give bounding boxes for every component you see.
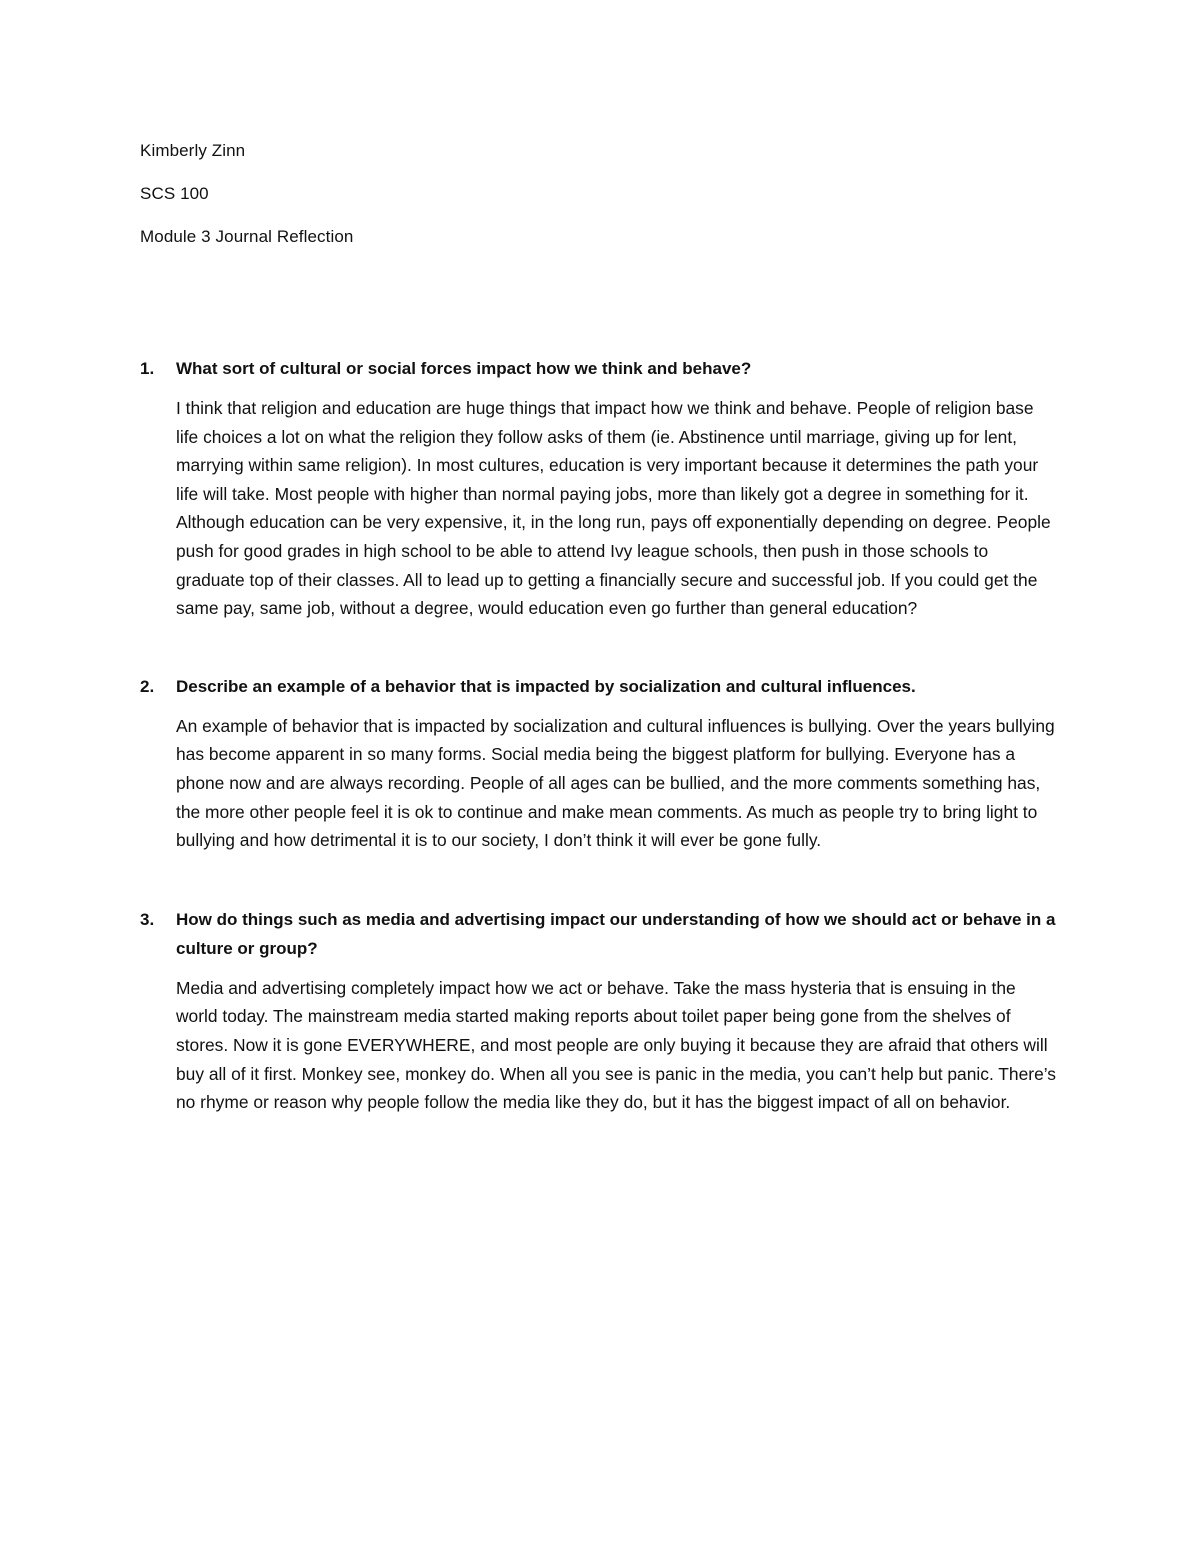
answer-2: An example of behavior that is impacted by socialization and cultural influences is bullying. Over the years bullying has become apparent in so many forms. Social media being the biggest platform for bullying. Everyone has a phone now and are always recording. People of all ages can be bullied, and the more comments something has, the more other people feel it is ok to continue and make mean comments. As much as people try to bring light to bullying and how detrimental it is to our society, I don’t think it will ever be gone fully.: [176, 715, 1055, 851]
question-3: [140, 905, 1060, 963]
answer-3: Media and advertising completely impact how we act or behave. Take the mass hysteria that is ensuing in the world today. The mainstream media started making reports about toilet paper being gone from the shelves of stores. Now it is gone EVERYWHERE, and most people are only buying it because they are afraid that others will buy all of it first. Monkey see, monkey do. When all you see is panic in the media, you can’t help but panic. There’s no rhyme or reason why people follow the media like they do, but it has the biggest impact of all on behavior.: [176, 977, 1056, 1113]
course-code: SCS 100: [140, 184, 209, 203]
assignment-title: Module 3 Journal Reflection: [140, 227, 354, 246]
document-header: [140, 140, 1060, 248]
question-2: [140, 672, 1060, 701]
question-text: What sort of cultural or social forces impact how we think and behave?: [176, 359, 752, 378]
header-spacer: [140, 248, 1060, 354]
question-block-1: [140, 354, 1060, 623]
question-1: [140, 354, 1060, 383]
question-block-3: [140, 905, 1060, 1117]
question-number: 1.: [140, 359, 155, 378]
answer-1: I think that religion and education are huge things that impact how we think and behave. People of religion base life choices a lot on what the religion they follow asks of them (ie. Abstinence until marriage, giving up for lent, marrying within same religion). In most cultures, education is very important because it determines the path your life will take. Most people with higher than normal paying jobs, more than likely got a degree in something for it. Although education can be very expensive, it, in the long run, pays off exponentially depending on degree. People push for good grades in high school to be able to attend Ivy league schools, then push in those schools to graduate top of their classes. All to lead up to getting a financially secure and successful job. If you could get the same pay, same job, without a degree, would education even go further than general education?: [176, 398, 1051, 619]
question-text: Describe an example of a behavior that is impacted by socialization and cultural influences.: [176, 676, 916, 696]
section-spacer: [140, 855, 1060, 905]
question-number: 3.: [140, 909, 155, 929]
question-block-2: [140, 672, 1060, 855]
question-number: 2.: [140, 676, 155, 696]
document-body: [140, 140, 1060, 1117]
author-name: Kimberly Zinn: [140, 141, 246, 160]
section-spacer: [140, 623, 1060, 672]
question-text: How do things such as media and advertising impact our understanding of how we should act or behave in a culture or group?: [176, 909, 1056, 958]
